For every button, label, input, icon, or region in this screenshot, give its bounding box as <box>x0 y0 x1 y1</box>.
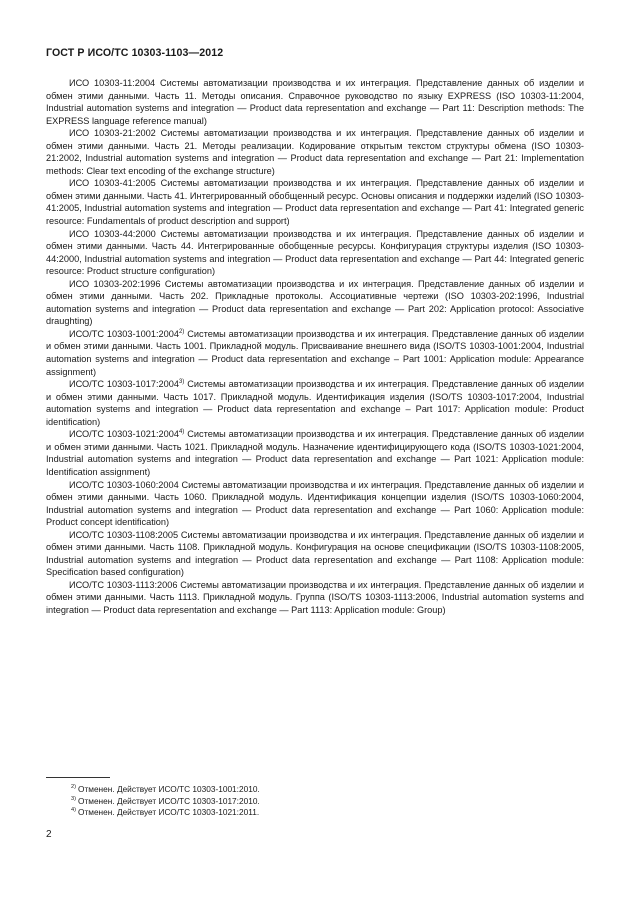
reference-item: ИСО/ТС 10303-1060:2004 Системы автоматизации производства и их интеграция. Представление данных об изделии и обмен этими данными. Часть 1060. Прикладной модуль. Идентификация концепции изделия (ISO/TS 10303-1060:2004, Industrial automation systems and integration — Product data representation and exchange — Part 1060: Application module: Product concept identification) <box>46 479 584 528</box>
footnotes <box>71 784 260 819</box>
reference-item: ИСО/ТС 10303-1021:2004$^{4)}$ Системы автоматизации производства и их интеграция. Представление данных об изделии и обмен этими данными. Часть 1021. Прикладной модуль. Назначение идентифицирующего кода (ISO/TS 10303-1021:2004, Industrial automation systems and integration — Product data representation and exchange — Part 1021: Application module: Identification assignment) <box>46 429 584 477</box>
reference-item: ИСО/ТС 10303-1113:2006 Системы автоматизации производства и их интеграция. Представление данных об изделии и обмен этими данными. Часть 1113. Прикладной модуль. Группа (ISO/TS 10303-1113:2006, Industrial automation systems and integration — Product data representation and exchange — Part 1113: Application module: Group) <box>46 579 584 615</box>
reference-item: ИСО/ТС 10303-1108:2005 Системы автоматизации производства и их интеграция. Представление данных об изделии и обмен этими данными. Часть 1108. Прикладной модуль. Конфигурация на основе спецификации (ISO/TS 10303-1108:2005, Industrial automation systems and integration — Product data representation and exchange — Part 1108: Application module: Specification based configuration) <box>46 529 585 578</box>
footnote-divider <box>46 777 110 778</box>
reference-item: ИСО 10303-41:2005 Системы автоматизации производства и их интеграция. Представление данных об изделии и обмен этими данными. Часть 41. Интегрированный обобщенный ресурс. Основы описания и поддержки изделий (ISO 10303-41:2005, Industrial automation systems and integration — Product data representation and exchange — Part 41: Integrated generic resource: Fundamentals of product description and support) <box>46 178 584 227</box>
reference-item: ИСО/ТС 10303-1001:2004$^{2)}$ Системы автоматизации производства и их интеграция. Представление данных об изделии и обмен этими данными. Часть 1001. Прикладной модуль. Присваивание внешнего вида (ISO/TS 10303-1001:2004, Industrial automation systems and integration — Product data representation and exchange – Part 1001: Application module: Appearance assignment) <box>46 328 584 377</box>
references-list <box>46 77 584 617</box>
reference-item: ИСО/ТС 10303-1017:2004$^{3)}$ Системы автоматизации производства и их интеграция. Представление данных об изделии и обмен этими данными. Часть 1017. Прикладной модуль. Идентификация изделия (ISO/TS 10303-1017:2004, Industrial automation systems and integration — Product data representation and exchange – Part 1017: Application module: Product identification) <box>46 379 584 427</box>
footnote-ref: 2) <box>178 328 185 335</box>
reference-item: ИСО 10303-44:2000 Системы автоматизации производства и их интеграция. Представление данных об изделии и обмен этими данными. Часть 44. Интегрированные обобщенные ресурсы. Конфигурация структуры изделия (ISO 10303-44:2000, Industrial automation systems and integration — Product data representation and exchange — Part 44: Integrated generic resource: Product structure configuration) <box>46 228 584 277</box>
footnote: $^{3)}$ Отменен. Действует ИСО/ТС 10303-1017:2010. <box>71 795 260 806</box>
reference-item: ИСО 10303-21:2002 Системы автоматизации производства и их интеграция. Представление данных об изделии и обмен этими данными. Часть 21. Методы реализации. Кодирование открытым текстом структуры обмена (ISO 10303-21:2002, Industrial automation systems and integration — Product data representation and exchange — Part 21: Implementation methods: Clear text encoding of the exchange structure) <box>46 128 584 176</box>
page-number: 2 <box>46 829 52 840</box>
footnote: $^{4)}$ Отменен. Действует ИСО/ТС 10303-1021:2011. <box>71 807 260 817</box>
page-header: ГОСТ Р ИСО/ТС 10303-1103—2012 <box>46 47 224 59</box>
footnote-ref: 3) <box>178 379 185 386</box>
footnote: $^{2)}$ Отменен. Действует ИСО/ТС 10303-1001:2010. <box>71 784 260 794</box>
footnote-ref: 4) <box>178 429 185 436</box>
reference-item: ИСО 10303-11:2004 Системы автоматизации производства и их интеграция. Представление данных об изделии и обмен этими данными. Часть 11. Методы описания. Справочное руководство по языку EXPRESS (ISO 10303-11:2004, Industrial automation systems and integration — Product data representation and exchange — Part 11: Description methods: The EXPRESS language reference manual) <box>46 78 584 126</box>
reference-item: ИСО 10303-202:1996 Системы автоматизации производства и их интеграция. Представление данных об изделии и обмен этими данными. Часть 202. Прикладные протоколы. Ассоциативные чертежи (ISO 10303-202:1996, Industrial automation systems and integration — Product data representation and exchange — Part 202: Application protocol: Associative draughting) <box>46 278 584 327</box>
